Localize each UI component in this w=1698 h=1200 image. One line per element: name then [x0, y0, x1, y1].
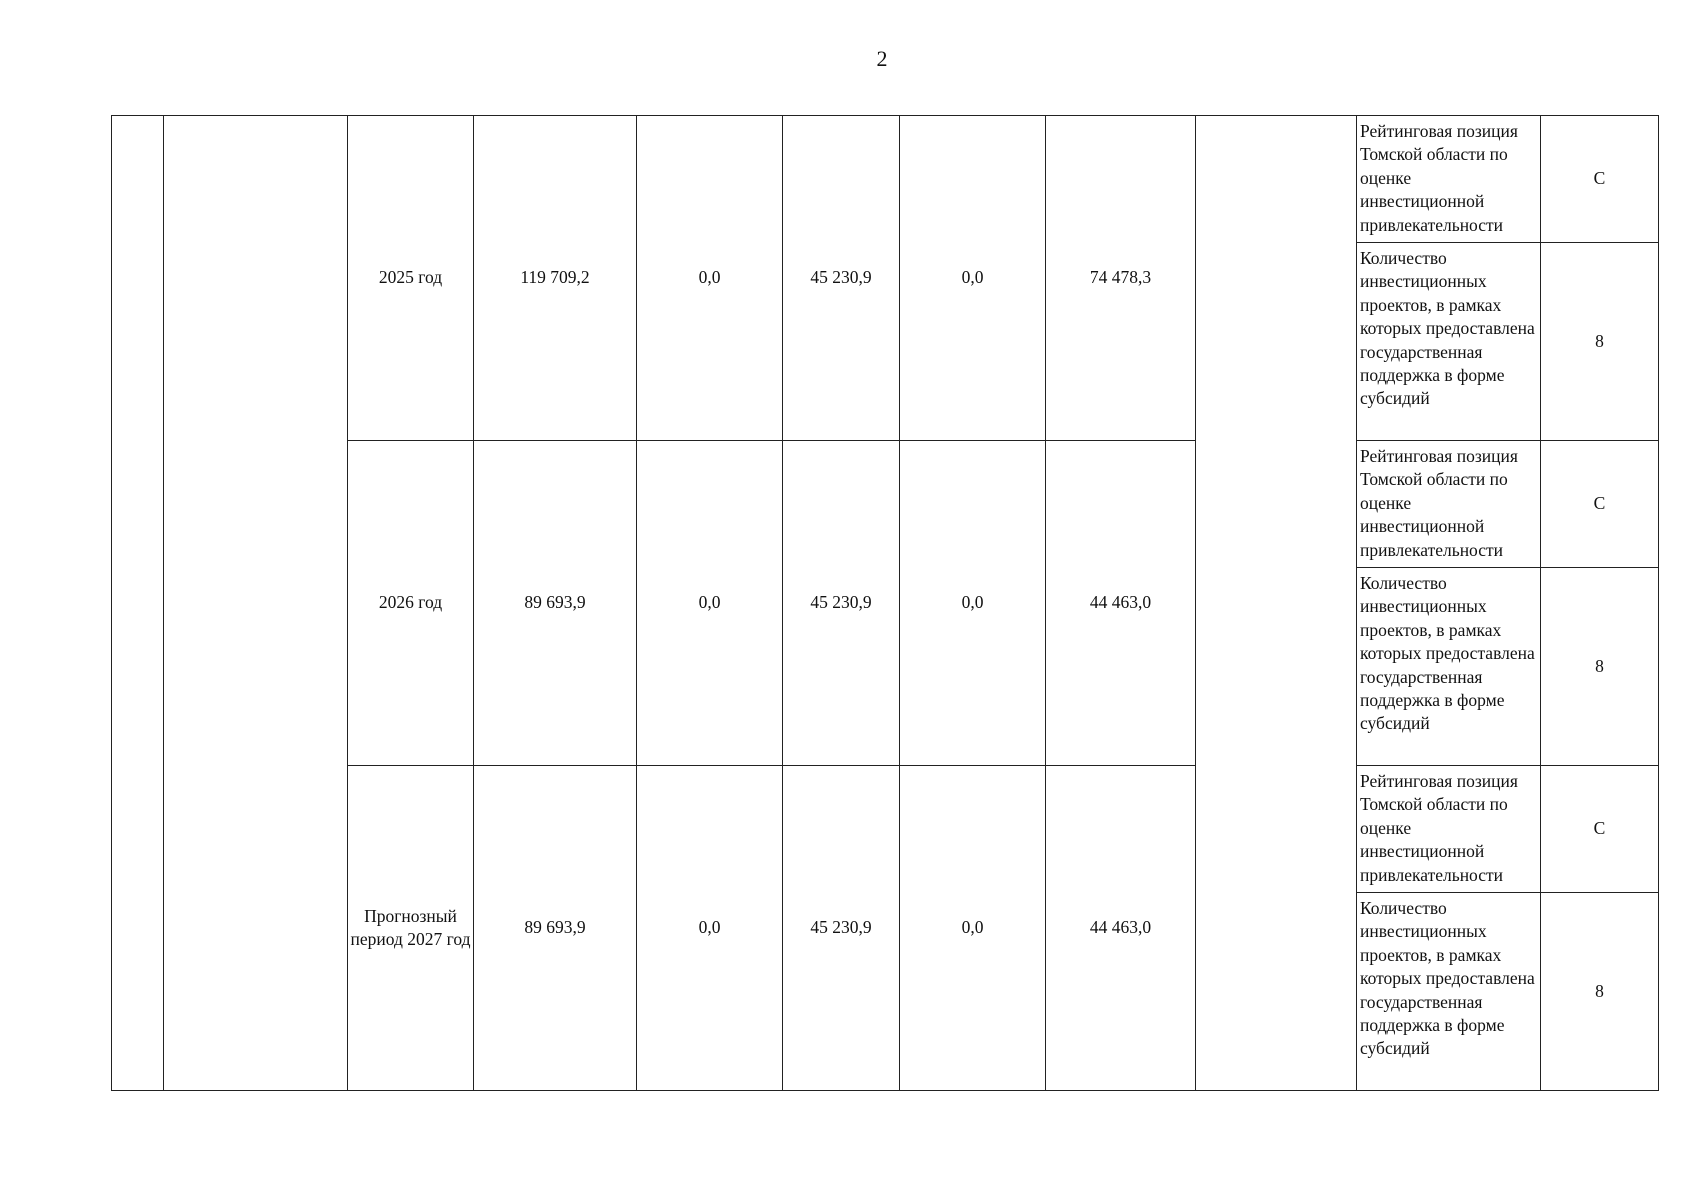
- period-cell: 2026 год: [348, 441, 474, 766]
- amount-cell: 44 463,0: [1046, 441, 1196, 766]
- total-cell: 89 693,9: [474, 441, 637, 766]
- empty-number-cell: [112, 116, 164, 1091]
- amount-cell: 0,0: [637, 441, 783, 766]
- indicator-name: Рейтинговая позиция Томской области по оценке инвестиционной привлекательности: [1357, 441, 1541, 568]
- empty-name-cell: [164, 116, 348, 1091]
- indicator-name: Рейтинговая позиция Томской области по оценке инвестиционной привлекательности: [1357, 116, 1541, 243]
- table-row: [112, 116, 1659, 243]
- amount-cell: 0,0: [637, 116, 783, 441]
- indicator-value: 8: [1541, 243, 1659, 441]
- indicator-name: Количество инвестиционных проектов, в рамках которых предоставлена государственная поддержка в форме субсидий: [1357, 893, 1541, 1091]
- period-cell: Прогнозный период 2027 год: [348, 766, 474, 1091]
- indicator-name: Рейтинговая позиция Томской области по оценке инвестиционной привлекательности: [1357, 766, 1541, 893]
- amount-cell: 0,0: [637, 766, 783, 1091]
- indicator-name: Количество инвестиционных проектов, в рамках которых предоставлена государственная поддержка в форме субсидий: [1357, 243, 1541, 441]
- total-cell: 89 693,9: [474, 766, 637, 1091]
- indicator-value: С: [1541, 116, 1659, 243]
- amount-cell: 74 478,3: [1046, 116, 1196, 441]
- amount-cell: 0,0: [900, 116, 1046, 441]
- indicator-value: 8: [1541, 568, 1659, 766]
- page-number: 2: [876, 46, 888, 71]
- total-cell: 119 709,2: [474, 116, 637, 441]
- amount-cell: 45 230,9: [783, 441, 900, 766]
- empty-responsible-cell: [1196, 116, 1357, 1091]
- indicator-value: С: [1541, 441, 1659, 568]
- financing-table: [111, 115, 1659, 1091]
- amount-cell: 45 230,9: [783, 766, 900, 1091]
- amount-cell: 44 463,0: [1046, 766, 1196, 1091]
- indicator-value: С: [1541, 766, 1659, 893]
- amount-cell: 45 230,9: [783, 116, 900, 441]
- indicator-value: 8: [1541, 893, 1659, 1091]
- amount-cell: 0,0: [900, 441, 1046, 766]
- period-cell: 2025 год: [348, 116, 474, 441]
- amount-cell: 0,0: [900, 766, 1046, 1091]
- indicator-name: Количество инвестиционных проектов, в рамках которых предоставлена государственная поддержка в форме субсидий: [1357, 568, 1541, 766]
